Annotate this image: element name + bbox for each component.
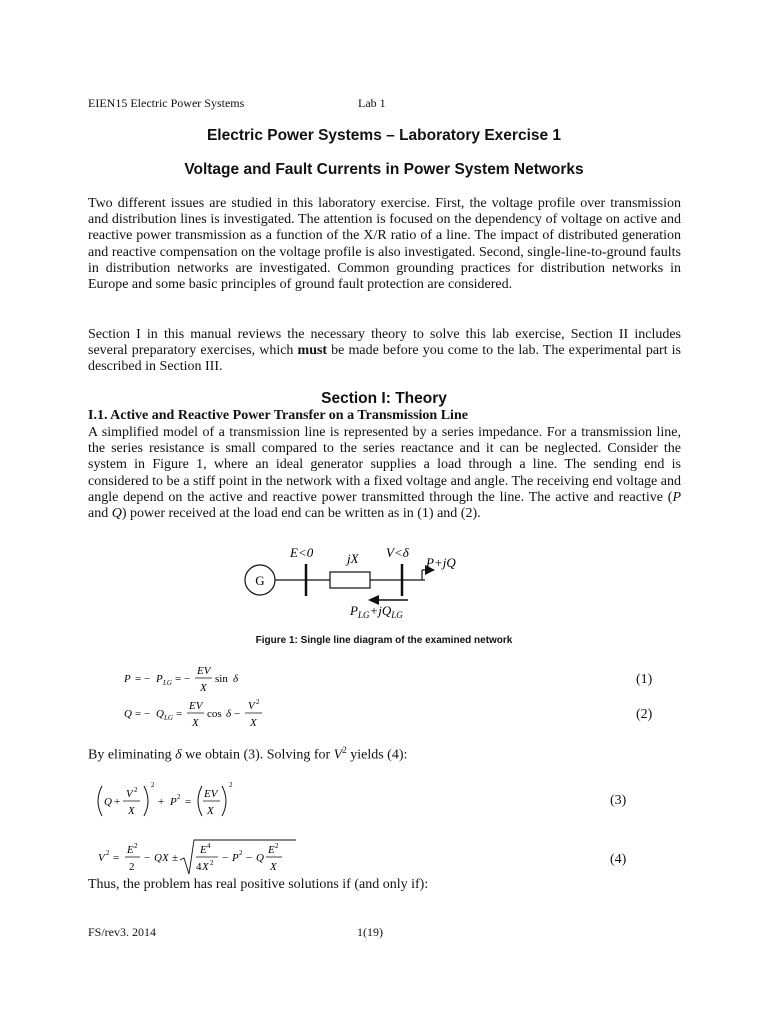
svg-text:V: V	[248, 700, 255, 712]
svg-text:2: 2	[134, 842, 138, 850]
thus-sentence: Thus, the problem has real positive solutions if (and only if):	[88, 877, 429, 892]
generator-label: G	[255, 573, 265, 588]
svg-text:δ: δ	[226, 708, 232, 720]
footer-revision: FS/rev3. 2014	[88, 925, 157, 939]
theory-symbol-p: P	[672, 489, 681, 505]
svg-text:= −: = −	[175, 673, 191, 685]
svg-text:2: 2	[256, 698, 260, 706]
svg-text:V: V	[126, 788, 133, 800]
section-title: Section I: Theory	[321, 390, 447, 407]
equation-3	[90, 778, 260, 824]
svg-text:−: −	[234, 708, 241, 720]
svg-text:X: X	[128, 805, 135, 817]
sections-paragraph	[88, 327, 681, 376]
elim-sup: 2	[342, 745, 347, 755]
equation-4	[96, 836, 306, 880]
subsection-title: I.1. Active and Reactive Power Transfer on a Transmission Line	[88, 408, 468, 423]
svg-text:= −: = −	[135, 708, 151, 720]
svg-text:P: P	[156, 673, 163, 685]
svg-text:= −: = −	[135, 673, 151, 685]
figure-caption: Figure 1: Single line diagram of the examined network	[255, 635, 513, 646]
svg-text:X: X	[250, 717, 257, 729]
elim-text-a: By eliminating	[88, 747, 176, 763]
svg-text:LG: LG	[163, 679, 172, 687]
document-title: Electric Power Systems – Laboratory Exercise 1	[206, 127, 562, 144]
svg-text:2: 2	[275, 842, 279, 850]
svg-text:2: 2	[134, 786, 138, 794]
footer-page-number: 1(19)	[357, 925, 383, 939]
equation-number-1: (1)	[636, 672, 653, 687]
svg-text:Q: Q	[124, 708, 132, 720]
impedance-label: jX	[347, 551, 359, 566]
svg-text:LG: LG	[164, 714, 173, 722]
equation-1	[120, 662, 280, 698]
svg-text:=: =	[113, 852, 120, 864]
sending-voltage-label: E<0	[290, 545, 314, 560]
svg-text:−: −	[144, 852, 151, 864]
svg-text:+: +	[114, 796, 121, 808]
svg-text:4: 4	[207, 842, 211, 850]
elim-text-b: we obtain (3). Solving for	[181, 747, 334, 763]
intro-paragraph: Two different issues are studied in this laboratory exercise. First, the voltage profile over transmission and distribution lines is investigated. The attention is focused on the dependency of voltage on active and reactive power transmission as a function of the X/R ratio of a line. The impact of distributed generation and reactive compensation on the voltage profile is also investigated. Second, single-line-to-ground faults in distribution networks are investigated. Common grounding practices for distribution networks in Europe and some basic principles of ground fault protection are considered.	[88, 196, 681, 293]
flow-label	[349, 603, 403, 620]
svg-text:−: −	[246, 852, 253, 864]
svg-text:X: X	[200, 682, 207, 694]
svg-text:E: E	[268, 844, 275, 856]
svg-text:E: E	[200, 844, 207, 856]
sections-text-must: must	[297, 343, 328, 359]
svg-text:X: X	[270, 861, 277, 873]
svg-text:2: 2	[106, 849, 110, 857]
svg-text:δ: δ	[233, 673, 239, 685]
svg-text:+: +	[158, 796, 165, 808]
svg-text:2: 2	[129, 861, 135, 873]
sections-text-before: Section I in this manual reviews the necessary theory to solve this lab exercise, Section II includes several preparatory exercises, which	[88, 327, 681, 359]
svg-text:V: V	[98, 852, 105, 864]
svg-text:E: E	[127, 844, 134, 856]
flow-p: P	[350, 603, 358, 618]
svg-text:2: 2	[239, 849, 243, 857]
svg-text:cos: cos	[207, 708, 222, 720]
load-power-label: P+jQ	[426, 555, 456, 570]
svg-text:Q: Q	[256, 852, 264, 864]
svg-text:4: 4	[196, 861, 202, 873]
svg-text:2: 2	[229, 781, 233, 789]
receiving-voltage-label: V<δ	[386, 545, 409, 560]
svg-text:EV: EV	[197, 665, 211, 677]
svg-text:±: ±	[172, 852, 179, 864]
theory-symbol-q: Q	[111, 506, 122, 522]
svg-text:2: 2	[177, 793, 181, 801]
elim-text-c: yields (4):	[346, 747, 408, 763]
impedance-box	[330, 572, 370, 588]
header-course: EIEN15 Electric Power Systems	[88, 96, 245, 110]
svg-text:X: X	[202, 861, 209, 873]
svg-text:=: =	[185, 796, 192, 808]
svg-text:=: =	[176, 708, 183, 720]
svg-text:−: −	[222, 852, 229, 864]
sections-text-after: be made before you come to the lab. The experimental part is described in Section III.	[88, 343, 682, 375]
svg-text:X: X	[207, 805, 214, 817]
svg-text:X: X	[192, 717, 199, 729]
svg-text:EV: EV	[204, 788, 218, 800]
theory-text-1: A simplified model of a transmission line is represented by a series impedance. For a transmission line, the series resistance is small compared to the series reactance and it can be neglected. Consider the system in Figure 1, where an ideal generator supplies a load through a line. The sending end is considered to be a stiff point in the network with a fixed voltage and angle. The receiving end voltage and angle depend on the active and reactive power transmitted through the line. The active and reactive (	[88, 425, 681, 505]
flow-sub-2: LG	[391, 610, 403, 620]
svg-text:Q: Q	[156, 708, 164, 720]
svg-text:EV: EV	[189, 700, 203, 712]
header-lab: Lab 1	[358, 96, 386, 110]
svg-text:2: 2	[151, 781, 155, 789]
svg-text:P: P	[124, 673, 131, 685]
document-subtitle: Voltage and Fault Currents in Power System Networks	[184, 161, 584, 178]
equation-2	[120, 697, 300, 733]
elim-v: V	[333, 747, 343, 763]
equation-number-4: (4)	[610, 852, 627, 867]
svg-text:QX: QX	[154, 852, 169, 864]
equation-number-3: (3)	[610, 793, 627, 808]
equation-number-2: (2)	[636, 707, 653, 722]
svg-text:2: 2	[210, 859, 214, 867]
svg-text:sin: sin	[215, 673, 228, 685]
eliminating-sentence	[88, 745, 407, 764]
flow-sub-1: LG	[357, 610, 370, 620]
svg-text:P: P	[232, 852, 239, 864]
theory-paragraph	[88, 425, 681, 522]
theory-text-and: and	[88, 506, 112, 522]
single-line-diagram	[230, 540, 530, 622]
svg-text:P: P	[170, 796, 177, 808]
theory-text-2: ) power received at the load end can be written as in (1) and (2).	[121, 506, 481, 522]
svg-text:Q: Q	[104, 796, 112, 808]
flow-mid: +jQ	[369, 603, 392, 618]
elim-delta: δ	[175, 747, 182, 763]
